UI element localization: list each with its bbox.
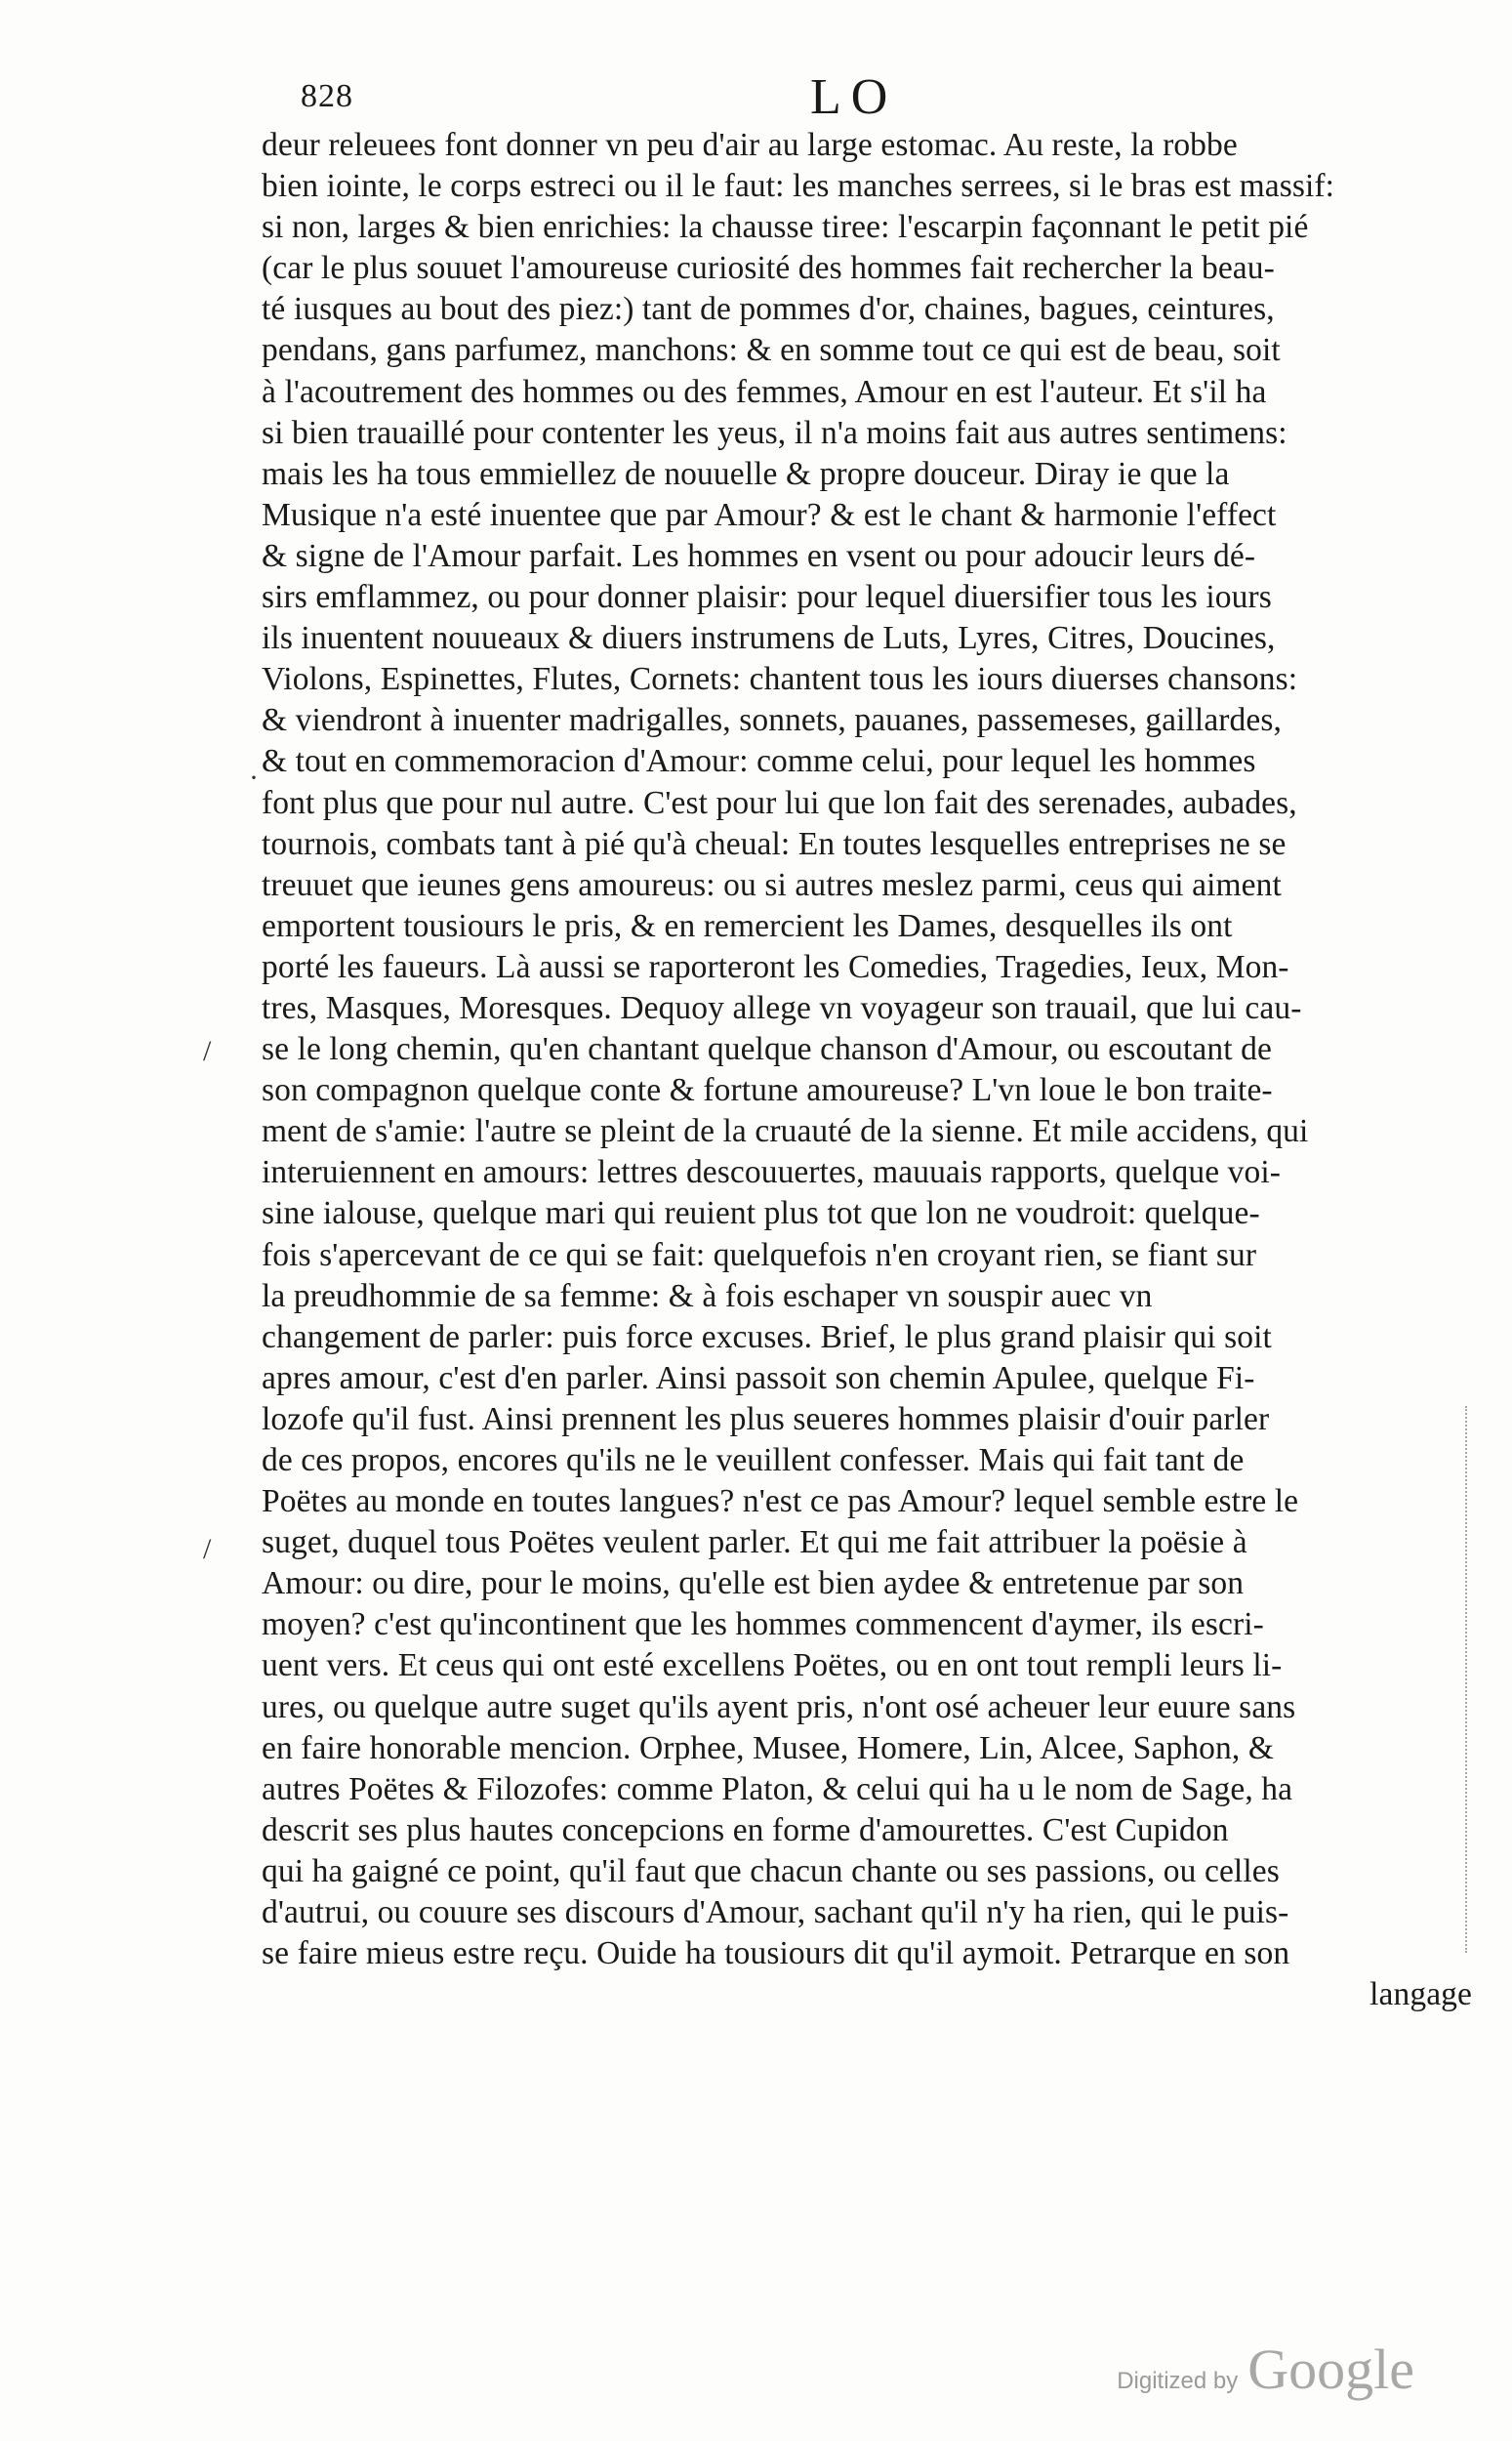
text-line: uent vers. Et ceus qui ont esté excellens Poëtes, ou en ont tout rempli leurs li- xyxy=(262,1647,1283,1684)
page-edge-shadow xyxy=(1465,1406,1487,1953)
text-line: (car le plus souuet l'amoureuse curiosité des hommes fait rechercher la beau- xyxy=(262,250,1275,287)
text-line: si non, larges & bien enrichies: la chausse tiree: l'escarpin façonnant le petit pié xyxy=(262,209,1309,246)
text-line: son compagnon quelque conte & fortune amoureuse? L'vn loue le bon traite- xyxy=(262,1072,1273,1109)
margin-dot-mark: · xyxy=(249,762,259,794)
text-line: fois s'apercevant de ce qui se fait: quelquefois n'en croyant rien, se fiant sur xyxy=(262,1236,1257,1273)
text-line: & signe de l'Amour parfait. Les hommes en vsent ou pour adoucir leurs dé- xyxy=(262,537,1256,574)
text-line: d'autrui, ou couure ses discours d'Amour, sachant qu'il n'y ha rien, qui le puis- xyxy=(262,1894,1289,1931)
text-line: suget, duquel tous Poëtes veulent parler. Et qui me fait attribuer la poësie à xyxy=(262,1524,1247,1561)
text-line: Amour: ou dire, pour le moins, qu'elle est bien aydee & entretenue par son xyxy=(262,1565,1245,1602)
text-line: Violons, Espinettes, Flutes, Cornets: chantent tous les iours diuerses chansons: xyxy=(262,661,1298,698)
text-line: deur releuees font donner vn peu d'air au large estomac. Au reste, la robbe xyxy=(262,127,1238,163)
text-line: pendans, gans parfumez, manchons: & en somme tout ce qui est de beau, soit xyxy=(262,332,1281,369)
text-line: sine ialouse, quelque mari qui reuient plus tot que lon ne voudroit: quelque- xyxy=(262,1195,1260,1232)
text-line: emportent tousiours le pris, & en remercient les Dames, desquelles ils ont xyxy=(262,907,1233,944)
margin-tick-mark: / xyxy=(203,1533,212,1565)
text-line: lozofe qu'il fust. Ainsi prennent les plus seueres hommes plaisir d'ouir parler xyxy=(262,1400,1270,1437)
text-line: tres, Masques, Moresques. Dequoy allege vn voyageur son trauail, que lui cau- xyxy=(262,989,1302,1026)
text-line: font plus que pour nul autre. C'est pour lui que lon fait des serenades, aubades, xyxy=(262,784,1297,821)
text-line: ils inuentent nouueaux & diuers instrumens de Luts, Lyres, Citres, Doucines, xyxy=(262,620,1276,657)
text-line: à l'acoutrement des hommes ou des femmes, Amour en est l'auteur. Et s'il ha xyxy=(262,373,1267,410)
text-line: mais les ha tous emmiellez de nouuelle & propre douceur. Diray ie que la xyxy=(262,455,1230,492)
text-line: la preudhommie de sa femme: & à fois eschaper vn souspir auec vn xyxy=(262,1277,1153,1314)
text-line: tournois, combats tant à pié qu'à cheual: En toutes lesquelles entreprises ne se xyxy=(262,825,1287,862)
text-line: autres Poëtes & Filozofes: comme Platon, & celui qui ha u le nom de Sage, ha xyxy=(262,1770,1293,1807)
text-line: ment de s'amie: l'autre se pleint de la cruauté de la sienne. Et mile accidens, qui xyxy=(262,1113,1309,1150)
text-line: porté les faueurs. Là aussi se raporteront les Comedies, Tragedies, Ieux, Mon- xyxy=(262,948,1289,985)
text-line: qui ha gaigné ce point, qu'il faut que chacun chante ou ses passions, ou celles xyxy=(262,1852,1280,1889)
text-line: & viendront à inuenter madrigalles, sonnets, pauanes, passemeses, gaillardes, xyxy=(262,702,1282,739)
text-line: sirs emflammez, ou pour donner plaisir: pour lequel diuersifier tous les iours xyxy=(262,579,1272,616)
text-line: se faire mieus estre reçu. Ouide ha tousiours dit qu'il aymoit. Petrarque en son xyxy=(262,1935,1290,1972)
body-text xyxy=(262,125,1472,2015)
running-head: LO xyxy=(810,69,898,125)
catchword: langage xyxy=(1369,1976,1472,2013)
text-line: en faire honorable mencion. Orphee, Musee, Homere, Lin, Alcee, Saphon, & xyxy=(262,1729,1274,1766)
text-line: apres amour, c'est d'en parler. Ainsi passoit son chemin Apulee, quelque Fi- xyxy=(262,1359,1255,1396)
digitized-by-google-watermark xyxy=(1117,2337,1414,2402)
watermark-digitized-label: Digitized by xyxy=(1117,2368,1239,2394)
text-line: Musique n'a esté inuentee que par Amour? & est le chant & harmonie l'effect xyxy=(262,496,1277,533)
text-line: té iusques au bout des piez:) tant de pommes d'or, chaines, bagues, ceintures, xyxy=(262,291,1275,328)
text-line: moyen? c'est qu'incontinent que les hommes commencent d'aymer, ils escri- xyxy=(262,1606,1264,1643)
text-line: & tout en commemoracion d'Amour: comme celui, pour lequel les hommes xyxy=(262,743,1256,780)
text-line: de ces propos, encores qu'ils ne le veuillent confesser. Mais qui fait tant de xyxy=(262,1442,1245,1478)
watermark-google-logo: Google xyxy=(1247,2338,1414,2401)
text-line: interuiennent en amours: lettres descouuertes, mauuais rapports, quelque voi- xyxy=(262,1154,1282,1191)
text-line: treuuet que ieunes gens amoureus: ou si autres meslez parmi, ceus qui aiment xyxy=(262,866,1282,903)
text-line: se le long chemin, qu'en chantant quelque chanson d'Amour, ou escoutant de xyxy=(262,1031,1272,1068)
margin-tick-mark: / xyxy=(203,1035,212,1067)
text-line: si bien trauaillé pour contenter les yeus, il n'a moins fait aus autres sentimens: xyxy=(262,414,1287,451)
text-line: descrit ses plus hautes concepcions en forme d'amourettes. C'est Cupidon xyxy=(262,1811,1229,1848)
page-number: 828 xyxy=(301,78,353,114)
page-header xyxy=(293,68,1357,127)
text-line: Poëtes au monde en toutes langues? n'est ce pas Amour? lequel semble estre le xyxy=(262,1483,1299,1520)
text-line: changement de parler: puis force excuses. Brief, le plus grand plaisir qui soit xyxy=(262,1318,1272,1355)
text-line: ures, ou quelque autre suget qu'ils ayent pris, n'ont osé acheuer leur euure sans xyxy=(262,1688,1296,1725)
text-line: bien iointe, le corps estreci ou il le faut: les manches serrees, si le bras est massif: xyxy=(262,168,1335,205)
